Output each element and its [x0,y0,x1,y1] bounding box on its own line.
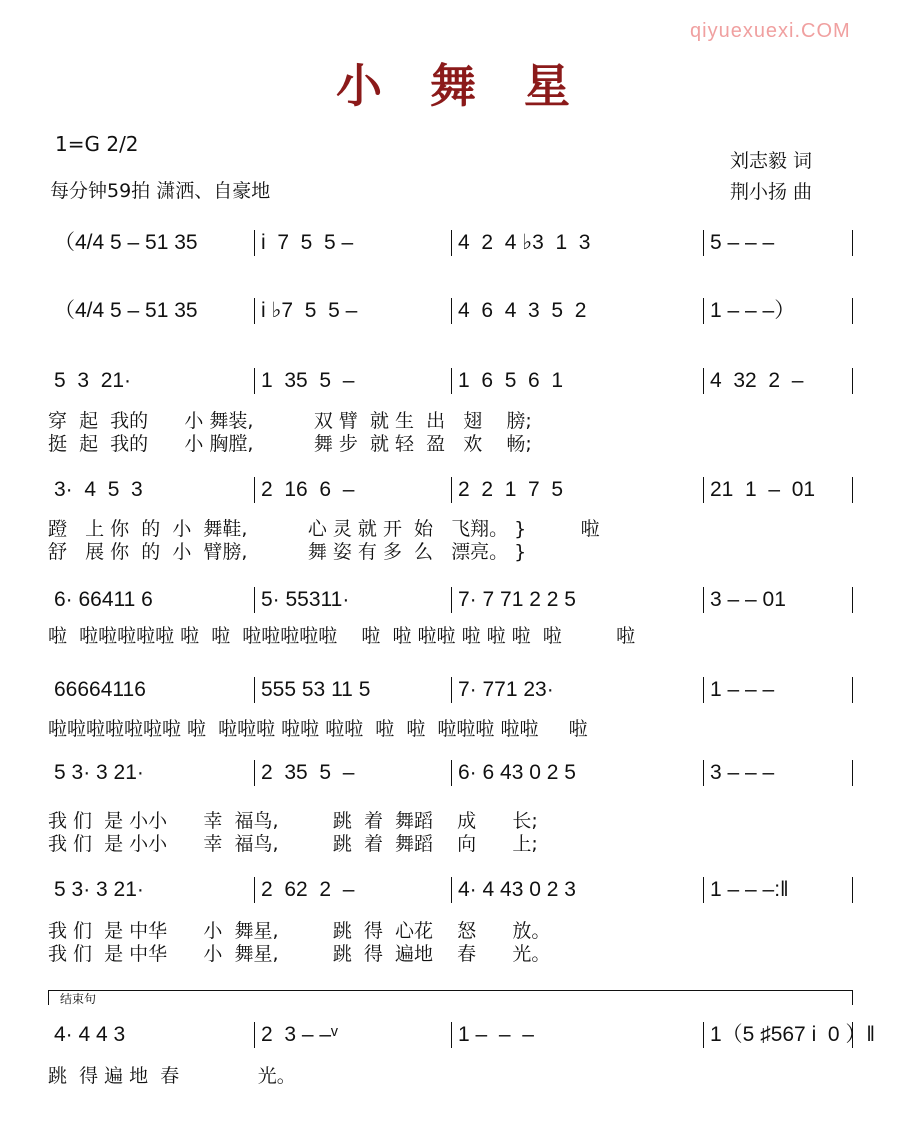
lyrics-line: 我 们 是 小小 幸 福鸟, 跳 着 舞蹈 向 上; [48,833,538,855]
measure: 7· 771 23· [452,677,704,703]
measure: 5 – – – [704,230,853,256]
notation-row [48,1020,876,1050]
measure: 4 2 4 ♭3 1 3 [452,230,704,256]
lyrics-line: 我 们 是 中华 小 舞星, 跳 得 心花 怒 放。 [48,920,551,942]
measure: 1 6 5 6 1 [452,368,704,394]
ending-label: 结束句 [60,992,97,1006]
measure: 6· 6 43 0 2 5 [452,760,704,786]
lyrics-line: 穿 起 我的 小 舞装, 双 臂 就 生 出 翅 膀; [48,410,532,432]
measure: 3· 4 5 3 [48,477,255,503]
measure: 555 53 11 5 [255,677,452,703]
measure: 2 35 5 – [255,760,452,786]
ending-bracket [48,990,853,1005]
composer-credit: 荆小扬 曲 [730,181,813,203]
measure: 4· 4 43 0 2 3 [452,877,704,903]
notation-row [48,475,853,505]
measure: 4 32 2 – [704,368,853,394]
key-signature: 1=G 2/2 [55,132,139,156]
lyrics-line: 啦啦啦啦啦啦啦 啦 啦啦啦 啦啦 啦啦 啦 啦 啦啦啦 啦啦 啦 [48,718,588,740]
notation-row [48,366,853,396]
watermark: qiyuexuexi.COM [690,20,851,42]
measure: 1 – – – [452,1022,704,1048]
notation-row [48,758,853,788]
measure: 21 1 – 01 [704,477,853,503]
measure: 5 3· 3 21· [48,760,255,786]
measure: 5· 55311· [255,587,452,613]
lyrics-line: 我 们 是 中华 小 舞星, 跳 得 遍地 春 光。 [48,943,551,965]
measure: i 7 5 5 – [255,230,452,256]
measure: 3 – – – [704,760,853,786]
measure: 1 – – – [704,677,853,703]
measure: 5 3· 3 21· [48,877,255,903]
measure: 2 2 1 7 5 [452,477,704,503]
measure: 7· 7 71 2 2 5 [452,587,704,613]
lyrics-line: 跳 得 遍 地 春 光。 [48,1065,296,1087]
measure: （4/4 5 – 51 35 [48,298,255,324]
measure: 1 35 5 – [255,368,452,394]
notation-row [48,228,853,258]
measure: 4 6 4 3 5 2 [452,298,704,324]
measure: i ♭7 5 5 – [255,298,452,324]
measure: 1（5 ♯567 i 0 ）‖ [704,1022,853,1048]
measure: 2 62 2 – [255,877,452,903]
measure: 4· 4 4 3 [48,1022,255,1048]
measure: 6· 66411 6 [48,587,255,613]
notation-row [48,875,853,905]
lyrics-line: 啦 啦啦啦啦啦 啦 啦 啦啦啦啦啦 啦 啦 啦啦 啦 啦 啦 啦 啦 [48,625,636,647]
lyrics-line: 舒 展 你 的 小 臂膀, 舞 姿 有 多 么 漂亮。 } [48,541,527,563]
measure: 3 – – 01 [704,587,853,613]
lyrics-line: 蹬 上 你 的 小 舞鞋, 心 灵 就 开 始 飞翔。 } 啦 [48,518,600,540]
measure: 2 3 – –ᵛ [255,1022,452,1048]
notation-row [48,675,853,705]
lyrics-line: 挺 起 我的 小 胸膛, 舞 步 就 轻 盈 欢 畅; [48,433,532,455]
song-title: 小舞星 [336,59,618,113]
measure: 1 – – –:‖ [704,877,853,903]
measure: 5 3 21· [48,368,255,394]
measure: 1 – – –） [704,298,853,324]
notation-row [48,296,853,326]
measure: （4/4 5 – 51 35 [48,230,255,256]
notation-row [48,585,853,615]
lyrics-line: 我 们 是 小小 幸 福鸟, 跳 着 舞蹈 成 长; [48,810,538,832]
measure: 2 16 6 – [255,477,452,503]
lyricist-credit: 刘志毅 词 [730,150,813,172]
measure: 66664116 [48,677,255,703]
tempo-marking: 每分钟59拍 潇洒、自豪地 [50,180,271,202]
